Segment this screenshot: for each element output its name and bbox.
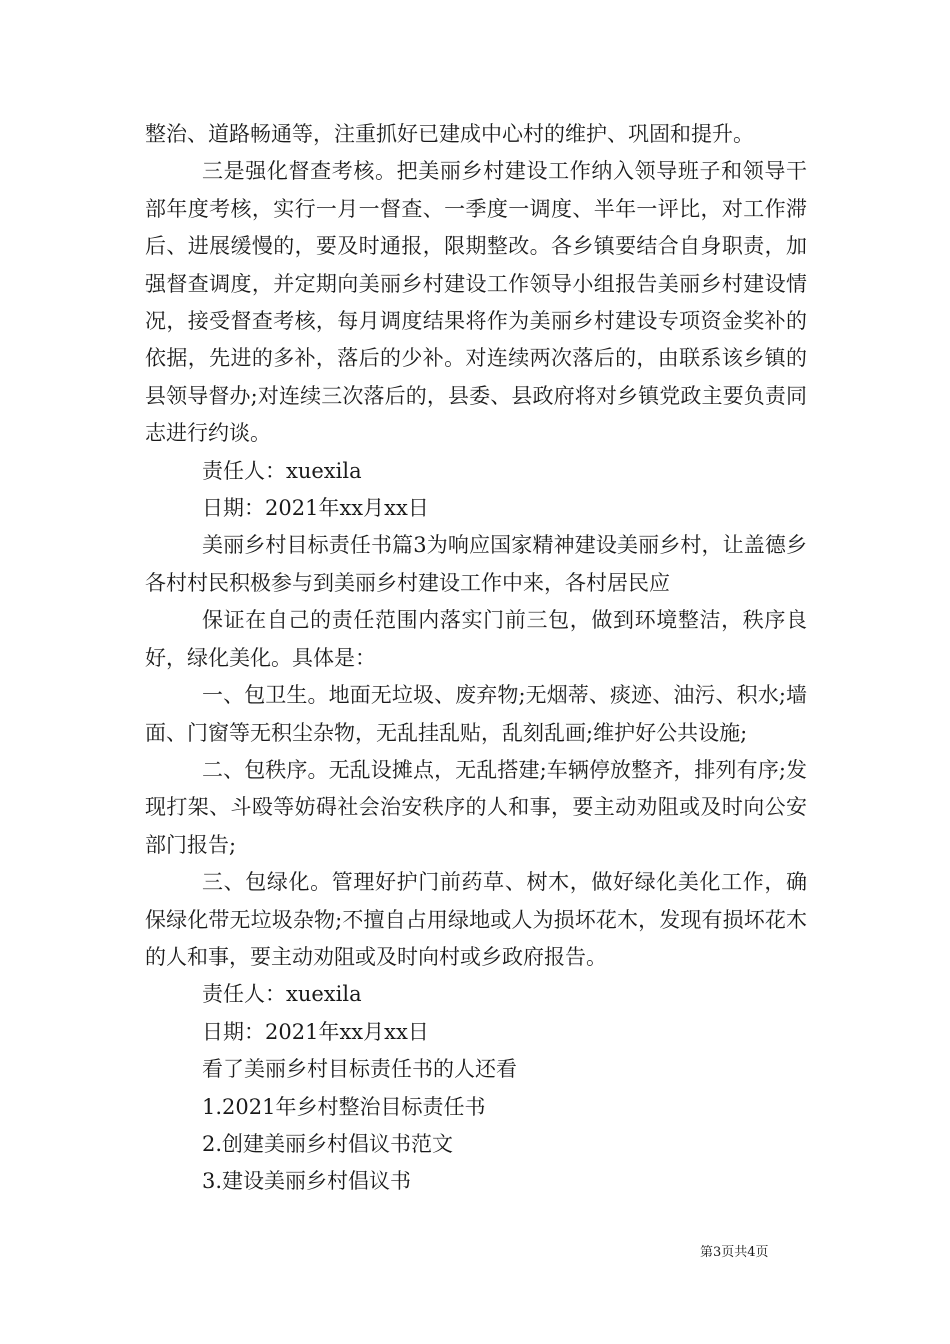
date-line: 日期：2021年xx月xx日 bbox=[202, 496, 429, 521]
page-number: 第3页共4页 bbox=[700, 1245, 769, 1260]
paragraph: 三、包绿化。管理好护门前药草、树木，做好绿化美化工作，确保绿化带无垃圾杂物;不擅自占用绿地或人为损坏花木，发现有损坏花木的人和事，要主动劝阻或及时向村或乡政府报告。 bbox=[145, 870, 807, 969]
related-item: 3.建设美丽乡村倡议书 bbox=[202, 1169, 412, 1194]
responsible-person: 责任人：xuexila bbox=[202, 982, 362, 1007]
responsible-person: 责任人：xuexila bbox=[202, 458, 362, 483]
paragraph: 一、包卫生。地面无垃圾、废弃物;无烟蒂、痰迹、油污、积水;墙面、门窗等无积尘杂物，无乱挂乱贴，乱刻乱画;维护好公共设施; bbox=[145, 683, 807, 745]
paragraph: 保证在自己的责任范围内落实门前三包，做到环境整洁，秩序良好，绿化美化。具体是： bbox=[145, 608, 807, 670]
paragraph: 二、包秩序。无乱设摊点，无乱搭建;车辆停放整齐，排列有序;发现打架、斗殴等妨碍社会治安秩序的人和事，要主动劝阻或及时向公安部门报告; bbox=[145, 757, 807, 857]
date-line: 日期：2021年xx月xx日 bbox=[202, 1019, 429, 1044]
related-item: 1.2021年乡村整治目标责任书 bbox=[202, 1094, 486, 1119]
related-heading: 看了美丽乡村目标责任书的人还看 bbox=[202, 1057, 517, 1082]
document-body bbox=[145, 116, 807, 1201]
paragraph: 整治、道路畅通等，注重抓好已建成中心村的维护、巩固和提升。 bbox=[145, 122, 754, 146]
paragraph: 三是强化督查考核。把美丽乡村建设工作纳入领导班子和领导干部年度考核，实行一月一督查、一季度一调度、半年一评比，对工作滞后、进展缓慢的，要及时通报，限期整改。各乡镇要结合自身职责，加强督查调度，并定期向美丽乡村建设工作领导小组报告美丽乡村建设情况，接受督查考核，每月调度结果将作为美丽乡村建设专项资金奖补的依据，先进的多补，落后的少补。对连续两次落后的，由联系该乡镇的县领导督办;对连续三次落后的，县委、县政府将对乡镇党政主要负责同志进行约谈。 bbox=[145, 159, 807, 446]
related-item: 2.创建美丽乡村倡议书范文 bbox=[202, 1131, 454, 1156]
paragraph: 美丽乡村目标责任书篇3为响应国家精神建设美丽乡村，让盖德乡各村村民积极参与到美丽乡村建设工作中来，各村居民应 bbox=[145, 533, 807, 595]
